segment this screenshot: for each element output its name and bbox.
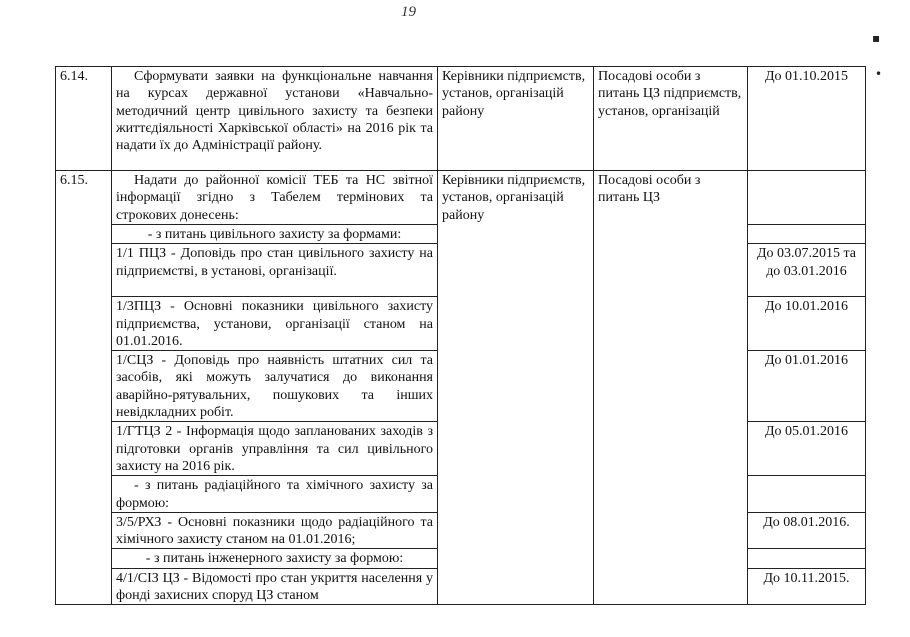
- item-number: 6.14.: [56, 67, 112, 171]
- report-form-text: 1/1 ПЦЗ - Доповідь про стан цивільного захисту на підприємстві, в установі, організації.: [112, 244, 438, 297]
- report-form-text: 1/ГТЦЗ 2 - Інформація щодо запланованих заходів з підготовки органів управління та сил цивільного захисту на 2016 рік.: [112, 422, 438, 476]
- plan-table: [55, 66, 866, 605]
- officials-text: Посадові особи з питань ЦЗ підприємств, установ, організацій: [594, 67, 748, 171]
- deadline-text: [748, 225, 866, 244]
- table-row: [56, 171, 866, 225]
- margin-mark-2: •: [875, 67, 883, 81]
- report-form-text: 3/5/РХЗ - Основні показники щодо радіаційного та хімічного захисту станом на 01.01.2016;: [112, 512, 438, 549]
- officials-text: Посадові особи з питань ЦЗ: [594, 171, 748, 605]
- deadline-text: До 01.10.2015: [748, 67, 866, 171]
- deadline-text: До 10.01.2016: [748, 297, 866, 351]
- item-number: 6.15.: [56, 171, 112, 605]
- margin-mark-1: ▪: [872, 31, 881, 45]
- deadline-text: [748, 549, 866, 568]
- section-heading: - з питань інженерного захисту за формою:: [112, 549, 438, 568]
- table-row: [56, 67, 866, 171]
- deadline-text: До 01.01.2016: [748, 351, 866, 422]
- section-heading: - з питань цивільного захисту за формами:: [112, 225, 438, 244]
- deadline-text: До 10.11.2015.: [748, 568, 866, 605]
- deadline-text: [748, 171, 866, 225]
- report-form-text: 1/СЦЗ - Доповідь про наявність штатних сил та засобів, які можуть залучатися до виконання аварійно-рятувальних, пошукових та інших невідкладних робіт.: [112, 351, 438, 422]
- deadline-text: До 03.07.2015 та до 03.01.2016: [748, 244, 866, 297]
- page-number: 19: [401, 4, 416, 20]
- task-text: Надати до районної комісії ТЕБ та НС звітної інформації згідно з Табелем термінових та строкових донесень:: [112, 171, 438, 225]
- deadline-text: [748, 476, 866, 513]
- responsible-text: Керівники підприємств, установ, організацій району: [438, 171, 594, 605]
- deadline-text: До 05.01.2016: [748, 422, 866, 476]
- responsible-text: Керівники підприємств, установ, організацій району: [438, 67, 594, 171]
- section-heading: - з питань радіаційного та хімічного захисту за формою:: [112, 476, 438, 513]
- report-form-text: 1/3ПЦЗ - Основні показники цивільного захисту підприємства, установи, організації станом на 01.01.2016.: [112, 297, 438, 351]
- report-form-text: 4/1/СІЗ ЦЗ - Відомості про стан укриття населення у фонді захисних споруд ЦЗ станом: [112, 568, 438, 605]
- task-text: Сформувати заявки на функціональне навчання на курсах державної установи «Навчально-методичний центр цивільного захисту та безпеки життєдіяльності Харківської області» на 2016 рік та надати їх до Адміністрації району.: [112, 67, 438, 171]
- deadline-text: До 08.01.2016.: [748, 512, 866, 549]
